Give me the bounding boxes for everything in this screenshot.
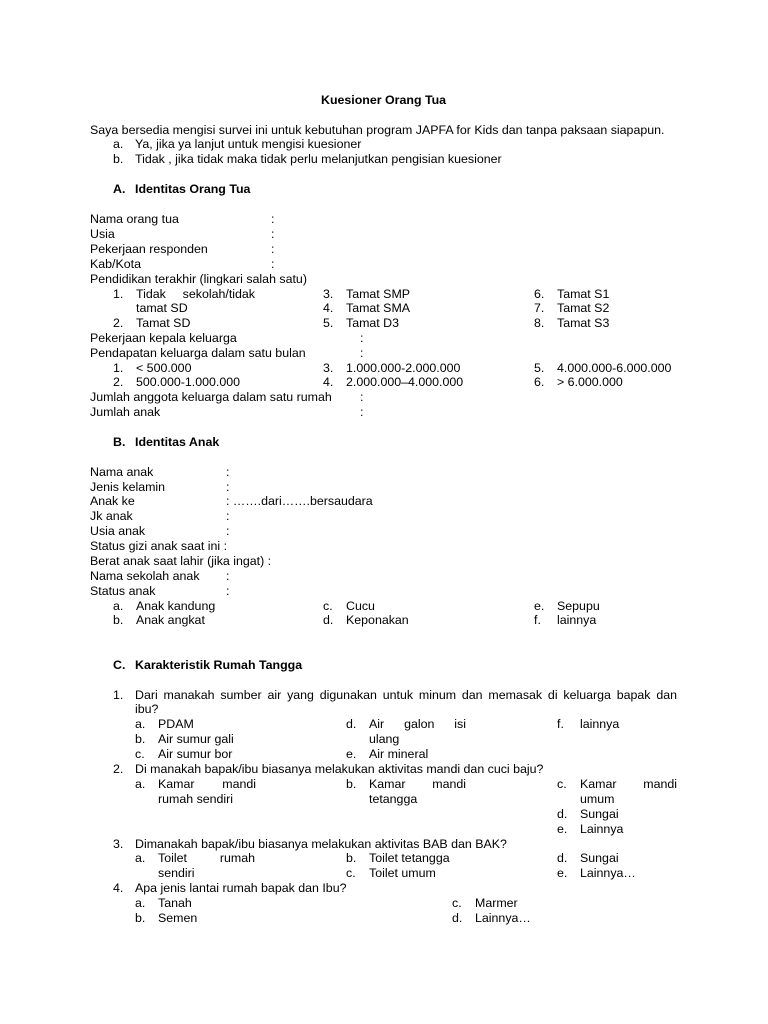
water-source-option[interactable]: lainnya [580,717,620,731]
option-marker: c. [557,777,567,791]
education-option[interactable]: Tamat SMA [346,301,411,315]
option-marker: 3. [323,287,334,301]
bathing-option[interactable]: Lainnya [580,822,624,836]
status-option[interactable]: Anak kandung [136,599,216,613]
bathing-option[interactable]: Kamar mandi [158,777,256,791]
option-marker: a. [135,777,146,791]
option-marker: b. [135,732,146,746]
field-label: Usia [90,227,115,241]
field-colon: : [360,331,364,345]
income-option[interactable]: < 500.000 [136,361,192,375]
education-option[interactable]: Tamat S2 [557,301,610,315]
section-heading: Identitas Orang Tua [135,182,251,196]
option-marker: c. [135,747,145,761]
option-marker: 5. [323,316,334,330]
water-source-option-cont: ulang [369,732,400,746]
option-marker: 2. [113,316,124,330]
consent-option-yes[interactable]: Ya, jika ya lanjut untuk mengisi kuesioner [135,137,362,151]
toilet-option[interactable]: Sungai [580,851,619,865]
field-colon: : [360,390,364,404]
option-marker: 7. [534,301,545,315]
question-text: Dimanakah bapak/ibu biasanya melakukan aktivitas BAB dan BAK? [135,837,507,851]
water-source-option[interactable]: Air mineral [369,747,429,761]
section-marker: B. [113,435,126,449]
field-label: Jk anak [90,509,133,523]
field-label: Pekerjaan kepala keluarga [90,331,237,345]
toilet-option-cont: sendiri [158,866,195,880]
floor-option[interactable]: Tanah [158,896,192,910]
option-marker: 1. [113,287,124,301]
option-marker: 4. [323,301,334,315]
option-marker: 4. [323,375,334,389]
option-marker: 3. [323,361,334,375]
option-marker: d. [346,717,357,731]
option-marker: 2. [113,375,124,389]
field-colon: : [271,212,275,226]
option-marker: 6. [534,287,545,301]
water-source-option[interactable]: Air sumur bor [158,747,233,761]
option-marker: a. [135,896,146,910]
question-number: 4. [113,881,124,895]
education-option[interactable]: Tamat S1 [557,287,610,301]
field-label: Jenis kelamin [90,480,166,494]
field-colon: : [226,509,230,523]
education-option[interactable]: Tidak sekolah/tidak [136,287,255,301]
option-marker: d. [557,851,568,865]
option-marker: 5. [534,361,545,375]
status-option[interactable]: Sepupu [557,599,600,613]
field-label: Status gizi anak saat ini : [90,539,228,553]
bathing-option[interactable]: Kamar mandi [369,777,466,791]
field-colon: : [360,346,364,360]
income-option[interactable]: > 6.000.000 [557,375,623,389]
option-marker: a. [113,599,124,613]
question-text-cont: ibu? [135,702,159,716]
toilet-option[interactable]: Toilet rumah [158,851,255,865]
page-title: Kuesioner Orang Tua [321,93,447,107]
field-colon: : [226,465,230,479]
question-number: 3. [113,837,124,851]
field-label: Anak ke [90,494,135,508]
status-option[interactable]: Keponakan [346,613,409,627]
field-label: Nama sekolah anak [90,569,200,583]
section-marker: A. [113,182,126,196]
income-option[interactable]: 4.000.000-6.000.000 [557,361,672,375]
option-marker: 8. [534,316,545,330]
field-colon: : [226,569,230,583]
field-colon: : [271,242,275,256]
education-option[interactable]: Tamat SMP [346,287,411,301]
water-source-option[interactable]: PDAM [158,717,194,731]
field-colon: : [226,584,230,598]
section-marker: C. [113,658,126,672]
field-label: Pekerjaan responden [90,242,208,256]
option-marker: b. [346,851,357,865]
option-marker: 6. [534,375,545,389]
bathing-option[interactable]: Kamar mandi [580,777,677,791]
water-source-option[interactable]: Air sumur gali [158,732,234,746]
field-label: Jumlah anak [90,405,161,419]
toilet-option[interactable]: Toilet tetangga [369,851,450,865]
status-option[interactable]: Cucu [346,599,375,613]
bathing-option-cont: tetangga [369,792,418,806]
consent-option-no[interactable]: Tidak , jika tidak maka tidak perlu melanjutkan pengisian kuesioner [135,152,502,166]
option-marker: f. [557,717,564,731]
option-marker: e. [557,822,568,836]
option-marker: a. [135,851,146,865]
water-source-option[interactable]: Air galon isi [369,717,466,731]
consent-option-marker: b. [113,152,124,166]
field-label: Status anak [90,584,156,598]
field-label: Berat anak saat lahir (jika ingat) : [90,554,272,568]
question-number: 1. [113,688,124,702]
field-colon: : [271,257,275,271]
option-marker: c. [323,599,333,613]
field-colon: : [360,405,364,419]
field-label: Kab/Kota [90,257,141,271]
education-option-cont: tamat SD [136,301,188,315]
option-marker: d. [452,911,463,925]
floor-option[interactable]: Semen [158,911,198,925]
bathing-option-cont: umum [580,792,615,806]
field-colon: : [271,227,275,241]
option-marker: b. [346,777,357,791]
option-marker: e. [557,866,568,880]
section-heading: Karakteristik Rumah Tangga [135,658,303,672]
education-option[interactable]: Tamat S3 [557,316,610,330]
bathing-option-cont: rumah sendiri [158,792,234,806]
field-colon: : [226,480,230,494]
option-marker: b. [113,613,124,627]
field-label: Nama anak [90,465,154,479]
floor-option[interactable]: Lainnya… [475,911,531,925]
consent-option-marker: a. [113,137,124,151]
child-order-value: : …….dari…….bersaudara [226,494,373,508]
toilet-option[interactable]: Lainnya… [580,866,636,880]
option-marker: d. [557,807,568,821]
option-marker: e. [534,599,545,613]
field-colon: : [226,524,230,538]
status-option[interactable]: lainnya [557,613,597,627]
question-number: 2. [113,762,124,776]
question-text: Apa jenis lantai rumah bapak dan Ibu? [135,881,347,895]
question-text: Di manakah bapak/ibu biasanya melakukan aktivitas mandi dan cuci baju? [135,762,544,776]
bathing-option[interactable]: Sungai [580,807,619,821]
option-marker: c. [346,866,356,880]
field-label: Nama orang tua [90,212,179,226]
option-marker: f. [534,613,541,627]
income-option[interactable]: 2.000.000–4.000.000 [346,375,464,389]
option-marker: a. [135,717,146,731]
toilet-option[interactable]: Toilet umum [369,866,436,880]
option-marker: 1. [113,361,124,375]
option-marker: e. [346,747,357,761]
field-label: Usia anak [90,524,146,538]
section-heading: Identitas Anak [135,435,220,449]
field-label: Jumlah anggota keluarga dalam satu rumah [90,390,332,404]
option-marker: d. [323,613,334,627]
income-option[interactable]: 1.000.000-2.000.000 [346,361,461,375]
education-option[interactable]: Tamat D3 [346,316,400,330]
income-label: Pendapatan keluarga dalam satu bulan [90,346,306,360]
floor-option[interactable]: Marmer [475,896,518,910]
income-option[interactable]: 500.000-1.000.000 [136,375,241,389]
consent-statement: Saya bersedia mengisi survei ini untuk kebutuhan program JAPFA for Kids dan tanpa paksaan siapapun. [90,123,665,137]
status-option[interactable]: Anak angkat [136,613,205,627]
education-label: Pendidikan terakhir (lingkari salah satu) [90,272,307,286]
education-option[interactable]: Tamat SD [136,316,191,330]
question-text: Dari manakah sumber air yang digunakan untuk minum dan memasak di keluarga bapak dan [135,688,677,702]
option-marker: b. [135,911,146,925]
option-marker: c. [452,896,462,910]
